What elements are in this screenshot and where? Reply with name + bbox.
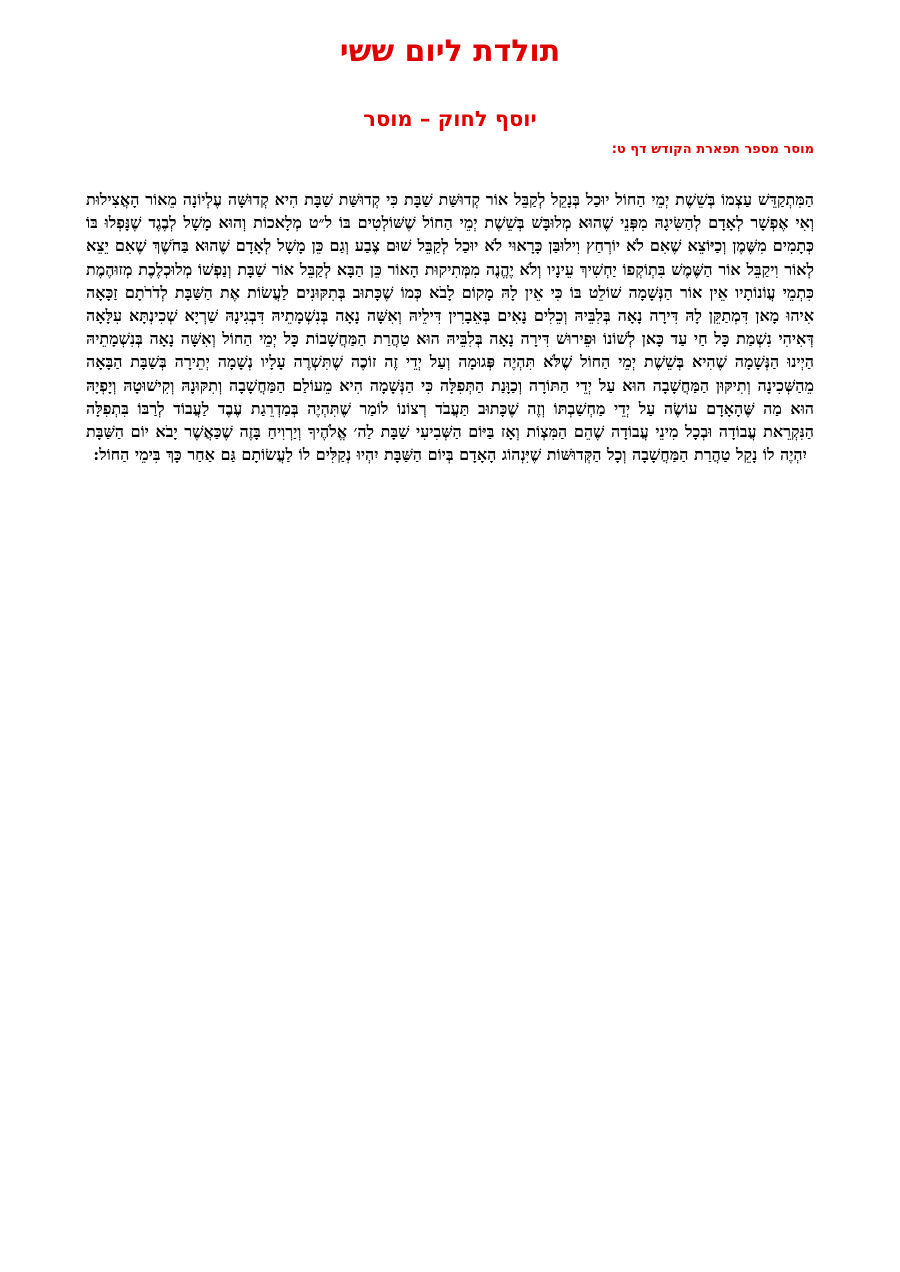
source-citation: מוסר מספר תפארת הקודש דף ט: xyxy=(611,142,814,157)
section-subtitle: יוסף לחוק – מוסר xyxy=(363,107,537,131)
body-paragraph: הַמִּתְקַדֵּשׁ עַצְמוֹ בְּשֵׁשֶׁת יְמֵי הַחוֹל יוּכַל בְּנָקֵל לְקַבֵּל אוֹר קְדוּשַּׁת שַׁבָּת כִּי קְדוּשַּׁת שַׁבָּת הִיא קְדוּשָּׁה עֶלְיוֹנָה מֵאוֹר הָאֲצִילוּת וְאִי אֶפְשָׁר לְאָדָם לְהַשִּׂיגָהּ מִפְּנֵי שֶׁהוּא מְלוּבָּשׁ בְּשֵׁשֶׁת יְמֵי הַחוֹל שֶׁשּׁוֹלְטִים בּוֹ ל״ט מְלָאכוֹת וְהוּא מָשָׁל לְבֶגֶד שֶׁנָּפְלוּ בּוֹ כְּתָמִים מִשֶּׁמֶן וְכַיּוֹצֵא שֶׁאִם לֹא יוֹרְחַץ וִילוּבַּן כָּרָאוּי לֹא יוּכַל לְקַבֵּל שׁוּם צֶבַע וְגַם כֵּן מָשָׁל לְאָדָם שֶׁהוּא בַּחֹשֶׁךְ שֶׁאִם יֵצֵא לְאוֹר וִיקַבֵּל אוֹר הַשֶּׁמֶשׁ בִּתְוֹקְפוֹ יַחְשִׁיךְ עֵינָיו וְלֹא יֶהֱנֶה מִמְּתִיקוּת הָאוֹר כֵּן הַבָּא לְקַבֵּל אוֹר שַׁבָּת וְנַפְשׁוֹ מְלוּכְלֶכֶת מְזוּהֶמֶת כִּתְמֵי עֲוֹנוֹתָיו אֵין אוֹר הַנְּשָׁמָה שׁוֹלֵט בּוֹ כִּי אֵין לָהּ מָקוֹם לָבֹא כְּמוֹ שֶׁכָּתוּב בְּתִקּוּנִים לַעֲשׂוֹת אֶת הַשַּׁבָּת לְדֹרֹתָם זַכָּאָה אִיהוּ מָאן דִּמְתַקֵּן לָהּ דִּירָה נָאָה בְּלִבֵּיהּ וְכֵלִים נָאִים בְּאֵבָרִין דִּילֵיהּ וְאִשָּׁה נָאָה בְּנִשְׁמָתֵיהּ דִּבְגִינָהּ שַׁרְיָא שְׁכִינְתָּא עִלָּאָה דְּאִיהִי נִשְׁמַת כָּל חַי עַד כָּאן לְשׁוֹנוֹ וּפֵירוּשׁ דִּירָה נָאָה בְּלִבֵּיהּ הוּא טַהֲרַת הַמַּחֲשָׁבוֹת כָּל יְמֵי הַחוֹל וְאִשָּׁה נָאָה בְּנִשְׁמָתֵיהּ הַיְינוּ הַנְּשָׁמָה שֶׁהִיא בְּשֵׁשֶׁת יְמֵי הַחוֹל שֶׁלֹּא תִּהְיֶה פְּגוּמָה וְעַל יְדֵי זֶה זוֹכֶה שֶׁתִּשְׁרֶה עָלָיו נְשָׁמָה יְתֵירָה בְּשַׁבָּת הַבָּאָה מֵהַשְּׁכִינָה וְתִיקּוּן הַמַּחֲשָׁבָה הוּא עַל יְדֵי הַתּוֹרָה וְכַוָּנַת הַתְּפִלָּה כִּי הַנְּשָׁמָה הִיא מֵעוֹלַם הַמַּחֲשָׁבָה וְתִקּוּנָהּ וְקִישׁוּטָהּ וְיָפְיָהּ הוּא מַה שֶּׁהָאָדָם עוֹשֶׂה עַל יְדֵי מַחְשַׁבְתּוֹ וְזֶה שֶׁכָּתוּב תַּעֲבֹד רְצוֹנוֹ לוֹמַר שֶׁתִּהְיֶה בְּמַדְרֵגַת עֶבֶד לַעֲבוֹד לְרַבּוֹ בִּתְפִלָּה הַנִּקְרֵאת עֲבוֹדָה וּבְכָל מִינֵי עֲבוֹדָה שֶׁהֵם הַמִּצְוֹת וְאָז בַּיּוֹם הַשְּׁבִיעִי שַׁבָּת לַה׳ אֱלֹהֶיךָ וְיַרְוִיחַ בָּזֶה שֶׁכַּאֲשֶׁר יָבֹא יוֹם הַשַּׁבָּת יִהְיֶה לוֹ נָקֵל טַהֲרַת הַמַּחֲשָׁבָה וְכָל הַקְּדוּשּׁוֹת שֶׁיִּנְהוֹג הָאָדָם בְּיוֹם הַשַּׁבָּת יִהְיוּ נְקַלִּים לוֹ לַעֲשׂוֹתָם גַּם אַחַר כָּךְ בִּימֵי הַחוֹל: xyxy=(86,190,815,465)
page-title: תולדת ליום ששי xyxy=(339,34,561,69)
